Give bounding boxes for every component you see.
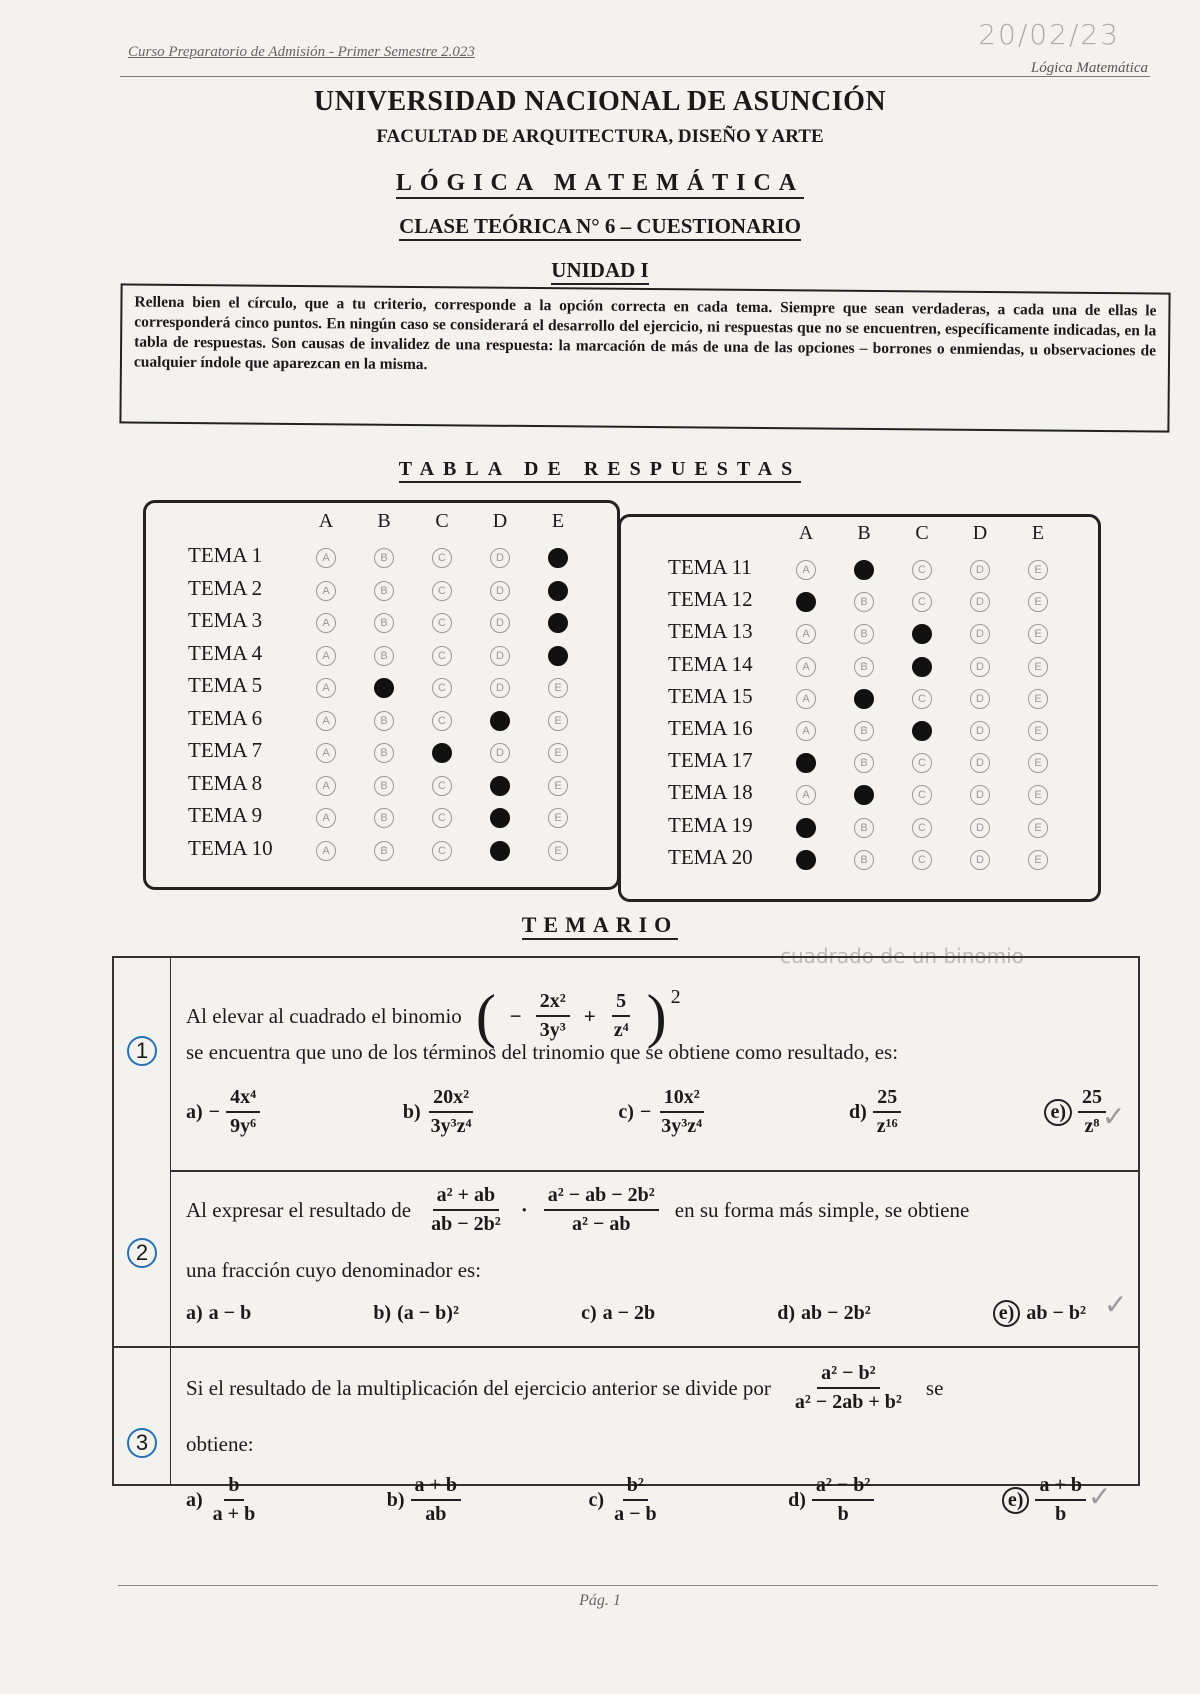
question-2-statement (186, 1184, 1116, 1236)
left-tema-label: TEMA 8 (188, 770, 263, 795)
answer-bubble-B[interactable]: B (854, 785, 874, 805)
right-tema-label: TEMA 13 (668, 619, 753, 644)
answer-bubble-D[interactable]: D (490, 776, 510, 796)
q1-option-den: z¹⁶ (876, 1115, 898, 1137)
q2-option-value: (a − b)² (397, 1302, 459, 1324)
pencil-note: cuadrado de un binomio (780, 944, 1024, 968)
q2-check-mark: ✓ (1104, 1288, 1128, 1321)
answer-bubble-B[interactable]: B (854, 689, 874, 709)
q1-option-label: d) (848, 1100, 867, 1123)
q2-options (186, 1300, 1086, 1327)
q3-option-fraction (610, 1474, 661, 1526)
handwritten-date: 20/02/23 (978, 18, 1120, 51)
right-tema-label: TEMA 11 (668, 555, 752, 579)
q3-frac-num: a² − b² (817, 1362, 880, 1389)
q3-option-den: a + b (212, 1503, 256, 1525)
question-1-statement (186, 983, 1086, 1049)
page-number: Pág. 1 (579, 1592, 621, 1609)
answer-bubble-E[interactable]: E (548, 548, 568, 568)
q2-dot: · (520, 1197, 528, 1222)
class-title-text: CLASE TEÓRICA N° 6 – CUESTIONARIO (399, 214, 801, 241)
q1-term-a-num: 2x² (536, 990, 570, 1017)
q1-option-label: a) (186, 1100, 203, 1123)
answer-bubble-C[interactable]: C (912, 592, 932, 612)
left-tema-label: TEMA 9 (188, 803, 263, 827)
university-title: UNIVERSIDAD NACIONAL DE ASUNCIÓN (313, 86, 887, 117)
answer-bubble-D[interactable]: D (490, 613, 510, 633)
answer-bubble-C[interactable]: C (912, 850, 932, 870)
right-col-head-D: D (972, 522, 988, 544)
q1-option-den: z⁸ (1084, 1115, 1100, 1137)
answer-bubble-A[interactable]: A (796, 753, 816, 773)
answer-bubble-C[interactable]: C (912, 721, 932, 741)
left-tema-label: TEMA 3 (188, 608, 263, 632)
left-tema-label: TEMA 4 (188, 640, 263, 665)
q1-plus: + (583, 1003, 596, 1028)
q1-open-paren: ( (475, 983, 496, 1049)
q1-option-fraction (226, 1086, 260, 1138)
q2-option-label: d) (777, 1302, 796, 1324)
answer-bubble-E[interactable]: E (548, 776, 568, 796)
answer-bubble-E[interactable]: E (548, 743, 568, 763)
q3-option-den: ab (425, 1503, 447, 1525)
answer-bubble-D[interactable]: D (490, 646, 510, 666)
answer-bubble-E[interactable]: E (1028, 657, 1048, 677)
answer-bubble-E[interactable]: E (548, 678, 568, 698)
answer-bubble-E[interactable]: E (548, 841, 568, 861)
q2-text-before: Al expresar el resultado de (186, 1197, 412, 1222)
answer-bubble-A[interactable]: A (316, 841, 336, 861)
answer-bubble-C[interactable]: C (432, 581, 452, 601)
faculty-title: FACULTAD DE ARQUITECTURA, DISEÑO Y ARTE (376, 126, 824, 147)
q3-text-after: se (925, 1375, 944, 1400)
number-column-divider (170, 956, 171, 1486)
instructions-box: Rellena bien el círculo, que a tu criterio, corresponde a la opción correcta en cada tema. Siempre que sean verdaderas, a cada una de ellas le corresponderá cinco puntos. En ningún caso se considerará el desarrollo del ejercicio, ni respuestas que no se encuentren, específicamente indicadas, en la tabla de respuestas. Son causas de invalidez de una respuesta: la marcación de más de una de las opciones – borrones o enmiendas, u observaciones de cualquier índole que aparezcan en la misma. (119, 283, 1170, 432)
answer-bubble-C[interactable]: C (432, 808, 452, 828)
answer-bubble-E[interactable]: E (548, 613, 568, 633)
q1-options (186, 1086, 1106, 1138)
q2-fraction-2 (544, 1184, 659, 1236)
q1-exponent: 2 (670, 986, 681, 1008)
q2-fraction-1 (427, 1184, 505, 1236)
q1-option[interactable] (186, 1086, 260, 1138)
answer-bubble-A[interactable]: A (316, 581, 336, 601)
q2-text-after: en su forma más simple, se obtiene (674, 1197, 970, 1222)
q3-frac-den: a² − 2ab + b² (794, 1391, 902, 1413)
answer-bubble-A[interactable]: A (796, 689, 816, 709)
left-tema-label: TEMA 1 (188, 543, 263, 567)
q3-option-num: a + b (411, 1474, 462, 1501)
q3-option-den: b (837, 1503, 849, 1525)
answer-bubble-D[interactable]: D (970, 592, 990, 612)
q3-option-fraction (1035, 1474, 1086, 1526)
answer-bubble-D[interactable]: D (490, 711, 510, 731)
q2-option[interactable] (777, 1300, 870, 1327)
q2-option-label: e) (993, 1300, 1021, 1327)
q2-option-value: a − b (208, 1302, 252, 1324)
answer-bubble-A[interactable]: A (316, 711, 336, 731)
q2-option-label: c) (581, 1302, 597, 1324)
answer-bubble-E[interactable]: E (1028, 721, 1048, 741)
answer-bubble-A[interactable]: A (316, 776, 336, 796)
answer-bubble-E[interactable]: E (1028, 592, 1048, 612)
q1-option-fraction (657, 1086, 706, 1138)
question-3-statement (186, 1362, 1126, 1414)
course-title (0, 170, 1200, 197)
q3-option-label: e) (1002, 1487, 1030, 1514)
answer-bubble-E[interactable]: E (548, 808, 568, 828)
answer-bubble-D[interactable]: D (490, 743, 510, 763)
footer-rule (118, 1585, 1158, 1586)
temario-title-text: TEMARIO (522, 912, 679, 940)
answer-bubble-C[interactable]: C (432, 743, 452, 763)
unit-title (0, 258, 1200, 283)
answer-bubble-D[interactable]: D (970, 689, 990, 709)
q2-option-label: a) (186, 1302, 203, 1324)
q2-option-value: a − 2b (602, 1302, 656, 1324)
q1-option-sign: − (208, 1100, 221, 1123)
q3-option-den: b (1055, 1503, 1067, 1525)
answer-bubble-D[interactable]: D (490, 841, 510, 861)
right-tema-label: TEMA 18 (668, 780, 753, 805)
question-3-number: 3 (127, 1428, 157, 1458)
answer-bubble-B[interactable]: B (374, 548, 394, 568)
q3-option-fraction (411, 1474, 462, 1526)
left-tema-label: TEMA 2 (188, 575, 263, 600)
q3-option-label: d) (788, 1488, 806, 1511)
q2-frac2-num: a² − ab − 2b² (544, 1184, 659, 1211)
q1-binomial-term-b (610, 990, 633, 1042)
unit-title-text: UNIDAD I (551, 258, 648, 285)
q2-frac2-den: a² − ab (571, 1213, 631, 1235)
answer-bubble-C[interactable]: C (432, 776, 452, 796)
answer-bubble-B[interactable]: B (854, 753, 874, 773)
q3-text-line2: obtiene: (186, 1432, 254, 1456)
q3-text-before: Si el resultado de la multiplicación del ejercicio anterior se divide por (186, 1375, 771, 1400)
q1-option-num: 10x² (660, 1086, 704, 1113)
q3-fraction (791, 1362, 906, 1414)
answer-bubble-A[interactable]: A (796, 592, 816, 612)
answer-bubble-A[interactable]: A (796, 560, 816, 580)
q2-frac1-num: a² + ab (433, 1184, 500, 1211)
q1-option-den: 3y³z⁴ (430, 1115, 472, 1137)
q1-option-den: 9y⁶ (230, 1115, 257, 1137)
q2-option-value: ab − 2b² (801, 1302, 871, 1324)
answer-bubble-C[interactable]: C (912, 818, 932, 838)
answer-bubble-D[interactable]: D (970, 657, 990, 677)
answer-bubble-B[interactable]: B (854, 721, 874, 741)
q1-text-before: Al elevar al cuadrado el binomio (186, 1003, 462, 1028)
answer-bubble-E[interactable]: E (548, 711, 568, 731)
answer-bubble-B[interactable]: B (854, 624, 874, 644)
answer-bubble-E[interactable]: E (1028, 560, 1048, 580)
answer-bubble-C[interactable]: C (432, 678, 452, 698)
answer-bubble-B[interactable]: B (854, 850, 874, 870)
question-1-number: 1 (127, 1036, 157, 1066)
answer-bubble-A[interactable]: A (796, 721, 816, 741)
answer-bubble-C[interactable]: C (432, 841, 452, 861)
answer-table-title-text: TABLA DE RESPUESTAS (399, 458, 802, 483)
q2-option[interactable] (581, 1300, 655, 1327)
right-tema-label: TEMA 19 (668, 812, 753, 837)
q3-option-den: a − b (614, 1503, 657, 1525)
answer-bubble-D[interactable]: D (970, 624, 990, 644)
answer-bubble-B[interactable]: B (374, 613, 394, 633)
right-tema-label: TEMA 14 (668, 651, 753, 676)
q1-option-label: b) (402, 1100, 421, 1123)
q1-option[interactable] (1044, 1086, 1106, 1138)
answer-bubble-D[interactable]: D (970, 850, 990, 870)
answer-bubble-E[interactable]: E (1028, 850, 1048, 870)
answer-bubble-C[interactable]: C (912, 657, 932, 677)
answer-bubble-D[interactable]: D (490, 548, 510, 568)
answer-bubble-E[interactable]: E (548, 581, 568, 601)
q3-option-fraction (209, 1474, 260, 1526)
q2-option-value: ab − b² (1026, 1302, 1086, 1324)
answer-bubble-D[interactable]: D (970, 721, 990, 741)
right-tema-label: TEMA 17 (668, 748, 753, 773)
q1-divider (170, 1170, 1140, 1172)
q2-option[interactable] (373, 1300, 459, 1327)
left-tema-label: TEMA 5 (188, 673, 263, 697)
left-col-head-A: A (318, 510, 334, 532)
header-rule (120, 76, 1150, 77)
answer-bubble-B[interactable]: B (374, 743, 394, 763)
answer-bubble-D[interactable]: D (970, 560, 990, 580)
q3-option[interactable] (589, 1474, 661, 1526)
answer-bubble-C[interactable]: C (432, 646, 452, 666)
q1-option[interactable] (618, 1086, 706, 1138)
q1-option-sign: − (639, 1100, 652, 1123)
q1-minus: − (509, 1003, 522, 1028)
answer-bubble-B[interactable]: B (854, 592, 874, 612)
left-col-head-D: D (492, 510, 508, 532)
right-col-head-E: E (1031, 522, 1045, 544)
answer-bubble-B[interactable]: B (374, 808, 394, 828)
q1-option-num: 20x² (429, 1086, 473, 1113)
answer-bubble-C[interactable]: C (432, 613, 452, 633)
answer-bubble-B[interactable]: B (854, 657, 874, 677)
question-2-number: 2 (127, 1238, 157, 1268)
q1-option-num: 4x⁴ (226, 1086, 260, 1113)
answer-bubble-B[interactable]: B (374, 581, 394, 601)
q2-option[interactable] (186, 1300, 251, 1327)
answer-bubble-B[interactable]: B (854, 818, 874, 838)
answer-bubble-A[interactable]: A (796, 818, 816, 838)
answer-bubble-C[interactable]: C (912, 624, 932, 644)
right-col-head-A: A (798, 522, 814, 544)
answer-bubble-E[interactable]: E (1028, 753, 1048, 773)
q1-option-label: c) (618, 1100, 634, 1123)
q2-frac1-den: ab − 2b² (431, 1213, 501, 1235)
answer-bubble-A[interactable]: A (316, 613, 336, 633)
answer-bubble-E[interactable]: E (1028, 818, 1048, 838)
q3-option[interactable] (788, 1474, 874, 1526)
answer-bubble-C[interactable]: C (912, 753, 932, 773)
q3-option-label: a) (186, 1488, 203, 1511)
q3-option-num: b (224, 1474, 243, 1501)
answer-bubble-C[interactable]: C (912, 560, 932, 580)
answer-bubble-A[interactable]: A (316, 808, 336, 828)
answer-bubble-A[interactable]: A (316, 646, 336, 666)
right-tema-label: TEMA 16 (668, 716, 753, 740)
q1-option-den: 3y³z⁴ (661, 1115, 703, 1137)
answer-bubble-B[interactable]: B (374, 646, 394, 666)
answer-bubble-D[interactable]: D (970, 785, 990, 805)
left-col-head-B: B (377, 510, 391, 532)
answer-bubble-C[interactable]: C (432, 711, 452, 731)
answer-bubble-A[interactable]: A (316, 548, 336, 568)
answer-bubble-D[interactable]: D (970, 753, 990, 773)
q3-option-num: a² − b² (812, 1474, 875, 1501)
answer-table-title (0, 458, 1200, 481)
left-tema-label: TEMA 10 (188, 835, 273, 860)
q2-divider (112, 1346, 1140, 1348)
answer-bubble-A[interactable]: A (796, 657, 816, 677)
left-col-head-E: E (551, 510, 565, 532)
answer-bubble-B[interactable]: B (374, 776, 394, 796)
q3-option-num: b² (623, 1474, 648, 1501)
answer-bubble-A[interactable]: A (796, 850, 816, 870)
answer-bubble-E[interactable]: E (548, 646, 568, 666)
q1-check-mark: ✓ (1102, 1100, 1126, 1133)
answer-bubble-A[interactable]: A (316, 743, 336, 763)
q2-option-label: b) (373, 1302, 392, 1324)
right-tema-label: TEMA 20 (668, 844, 753, 869)
class-title (0, 214, 1200, 239)
right-tema-label: TEMA 15 (668, 683, 753, 708)
q3-check-mark: ✓ (1088, 1480, 1112, 1513)
q3-option-num: a + b (1035, 1474, 1086, 1501)
answer-bubble-B[interactable]: B (374, 711, 394, 731)
q1-option-fraction (873, 1086, 902, 1138)
q1-close-paren: ) (646, 983, 667, 1049)
left-col-head-C: C (435, 510, 449, 532)
q1-binomial-term-a (536, 990, 570, 1042)
q1-option-num: 25 (873, 1086, 901, 1113)
answer-bubble-C[interactable]: C (912, 785, 932, 805)
subject-header: Lógica Matemática (1030, 60, 1148, 76)
left-tema-label: TEMA 6 (188, 705, 263, 730)
answer-bubble-E[interactable]: E (1028, 689, 1048, 709)
right-col-head-B: B (857, 522, 871, 544)
course-title-text: LÓGICA MATEMÁTICA (396, 170, 804, 199)
q3-option[interactable] (1002, 1474, 1086, 1526)
q3-option[interactable] (387, 1474, 461, 1526)
answer-bubble-A[interactable]: A (316, 678, 336, 698)
left-tema-label: TEMA 7 (188, 738, 263, 762)
q1-option-num: 25 (1078, 1086, 1106, 1113)
answer-bubble-D[interactable]: D (490, 581, 510, 601)
q3-options (186, 1474, 1086, 1526)
q3-option-fraction (812, 1474, 875, 1526)
answer-bubble-D[interactable]: D (490, 808, 510, 828)
answer-bubble-E[interactable]: E (1028, 624, 1048, 644)
q3-option-label: c) (588, 1488, 605, 1511)
q2-option[interactable] (993, 1300, 1086, 1327)
answer-bubble-D[interactable]: D (490, 678, 510, 698)
q2-text-line2: una fracción cuyo denominador es: (186, 1258, 482, 1282)
answer-bubble-A[interactable]: A (796, 624, 816, 644)
course-header: Curso Preparatorio de Admisión - Primer Semestre 2.023 (128, 44, 475, 60)
answer-bubble-B[interactable]: B (374, 841, 394, 861)
q1-option-fraction (427, 1086, 476, 1138)
answer-bubble-A[interactable]: A (796, 785, 816, 805)
answer-bubble-C[interactable]: C (912, 689, 932, 709)
q1-option[interactable] (849, 1086, 902, 1138)
q1-term-a-den: 3y³ (539, 1019, 566, 1041)
q1-term-b-den: z⁴ (613, 1019, 629, 1041)
q1-term-b-num: 5 (612, 990, 630, 1017)
answer-bubble-B[interactable]: B (374, 678, 394, 698)
answer-bubble-C[interactable]: C (432, 548, 452, 568)
q1-text-after: se encuentra que uno de los términos del trinomio que se obtiene como resultado, es: (186, 1040, 899, 1064)
q1-option-label: e) (1044, 1099, 1072, 1126)
q3-option-label: b) (386, 1488, 405, 1511)
right-col-head-C: C (915, 522, 929, 544)
temario-title (0, 912, 1200, 938)
answer-bubble-B[interactable]: B (854, 560, 874, 580)
q1-option[interactable] (403, 1086, 476, 1138)
answer-bubble-E[interactable]: E (1028, 785, 1048, 805)
right-tema-label: TEMA 12 (668, 587, 753, 612)
q3-option[interactable] (186, 1474, 259, 1526)
answer-bubble-D[interactable]: D (970, 818, 990, 838)
